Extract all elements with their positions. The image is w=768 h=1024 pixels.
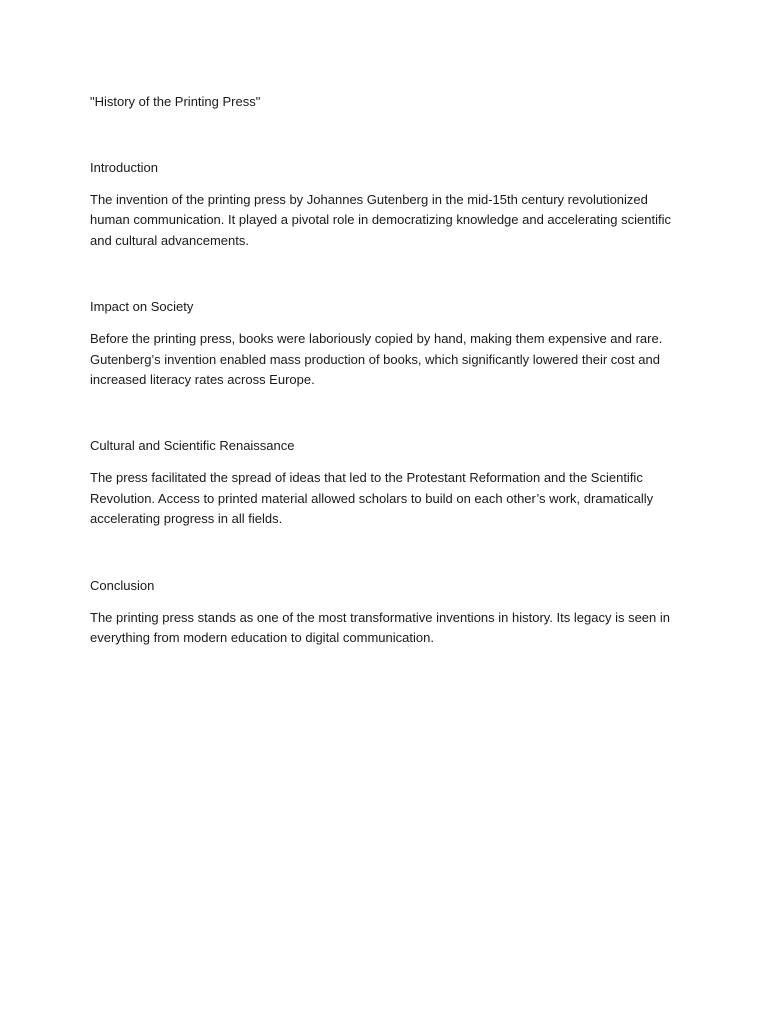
section-heading: Conclusion — [90, 577, 155, 593]
document-page — [90, 92, 680, 694]
document-title: "History of the Printing Press" — [90, 94, 261, 109]
section-heading: Impact on Society — [90, 299, 194, 315]
section-conclusion — [90, 576, 680, 649]
section-impact-on-society — [90, 297, 680, 390]
section-paragraph: The printing press stands as one of the most transformative inventions in history. Its legacy is seen in everything from modern education to digital communication. — [90, 609, 670, 646]
section-paragraph: The press facilitated the spread of ideas that led to the Protestant Reformation and the Scientific Revolution. Access to printed material allowed scholars to build on each other’s work, dramatically accelerating progress in all fields. — [90, 470, 654, 527]
section-introduction — [90, 158, 680, 251]
section-paragraph: Before the printing press, books were laboriously copied by hand, making them expensive and rare. Gutenberg’s invention enabled mass production of books, which significantly lowered their cost and increased literacy rates across Europe. — [90, 331, 663, 388]
section-cultural-scientific-renaissance — [90, 436, 680, 529]
section-heading: Introduction — [90, 160, 158, 175]
section-heading: Cultural and Scientific Renaissance — [90, 438, 295, 454]
section-paragraph: The invention of the printing press by Johannes Gutenberg in the mid-15th century revolutionized human communication. It played a pivotal role in democratizing knowledge and accelerating scientific and cultural advancements. — [90, 192, 671, 248]
